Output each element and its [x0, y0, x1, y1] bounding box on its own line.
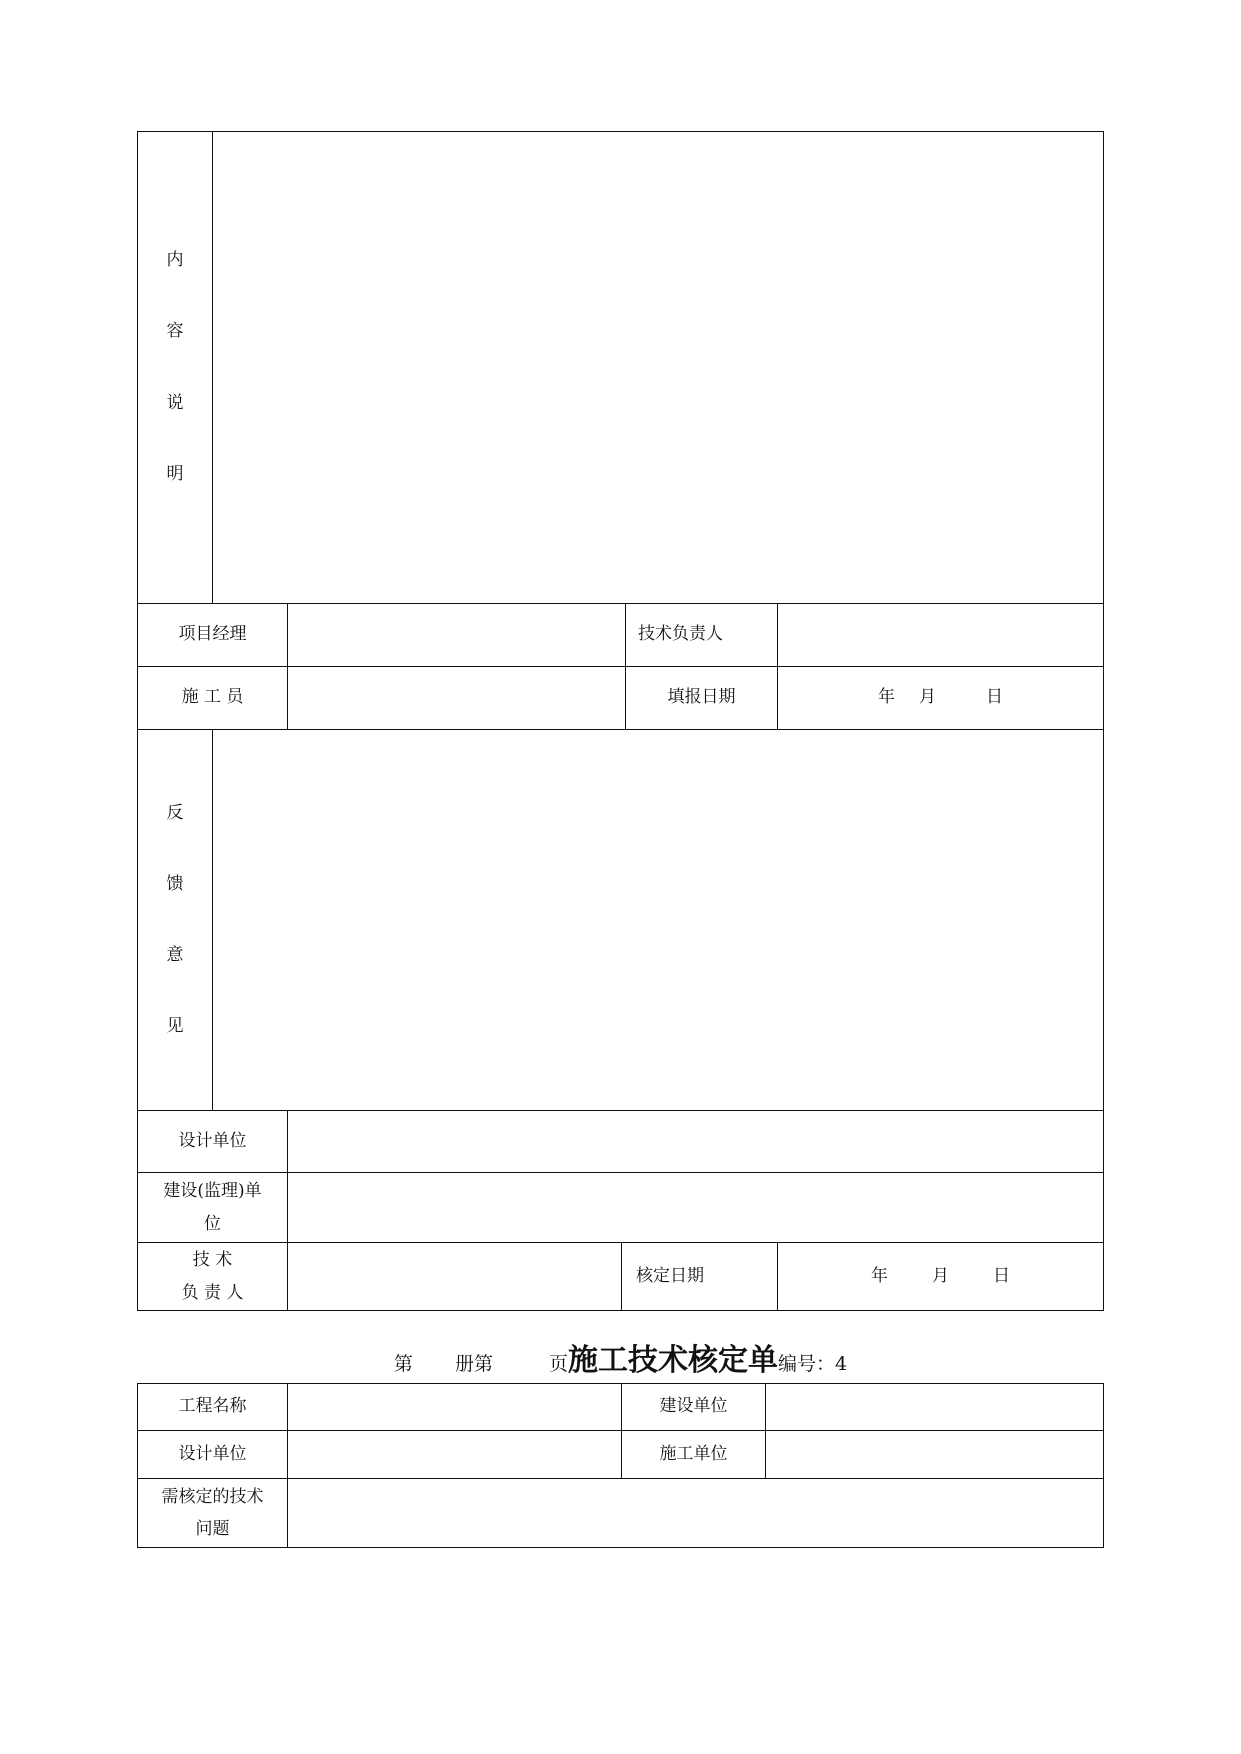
content-label-char: 内 [166, 250, 184, 271]
construct-unit-label: 施工单位 [659, 1443, 728, 1464]
tech-lead-label: 技术负责人 [638, 624, 723, 645]
technical-issue-label [138, 1479, 287, 1547]
content-label-char: 明 [166, 463, 184, 484]
fill-date-field[interactable] [778, 667, 1103, 729]
technical-lead-label [138, 1243, 287, 1310]
page-suffix: 页 [548, 1353, 568, 1375]
client-label-line2: 位 [204, 1213, 221, 1234]
issue-label-line1: 需核定的技术 [161, 1486, 264, 1507]
design-unit-field[interactable] [288, 1111, 1103, 1172]
content-description-field[interactable] [213, 132, 1103, 603]
fill-date-year: 年 [878, 687, 895, 708]
design-unit-field[interactable] [288, 1431, 621, 1478]
volume-prefix: 第 [393, 1353, 413, 1375]
client-supervision-field[interactable] [288, 1173, 1103, 1242]
form-number: 编号：4 [777, 1353, 848, 1375]
form-heading [137, 1330, 1104, 1376]
verify-date-label: 核定日期 [636, 1265, 704, 1286]
tech-lead-field[interactable] [778, 604, 1103, 666]
feedback-label-char: 反 [166, 802, 184, 823]
technical-form-table [137, 131, 1104, 1311]
volume-mid: 册第 [454, 1353, 493, 1375]
verify-date-year: 年 [871, 1265, 888, 1286]
issue-label-line2: 问题 [195, 1519, 230, 1539]
build-unit-label: 建设单位 [659, 1396, 728, 1417]
fill-date-month: 月 [919, 687, 936, 708]
feedback-field[interactable] [213, 730, 1103, 1110]
project-manager-label: 项目经理 [178, 624, 247, 645]
feedback-label-char: 馈 [166, 873, 184, 894]
tech-label-line2: 负 责 人 [181, 1282, 244, 1303]
client-label-line1: 建设(监理)单 [163, 1181, 262, 1202]
content-description-label [138, 132, 212, 603]
feedback-label [138, 730, 212, 1110]
project-manager-field[interactable] [288, 604, 625, 666]
tech-label-line1: 技 术 [192, 1250, 233, 1271]
verify-date-month: 月 [932, 1265, 949, 1286]
feedback-label-char: 见 [166, 1016, 184, 1037]
construct-unit-field[interactable] [766, 1431, 1103, 1478]
design-unit-label: 设计单位 [178, 1443, 247, 1464]
content-label-char: 说 [166, 392, 184, 413]
content-label-char: 容 [166, 321, 184, 342]
verify-date-day: 日 [993, 1265, 1010, 1286]
client-supervision-label [138, 1173, 287, 1242]
project-name-label: 工程名称 [178, 1396, 247, 1417]
construction-worker-field[interactable] [288, 667, 625, 729]
technical-lead-field[interactable] [288, 1243, 621, 1310]
verify-date-field[interactable] [778, 1243, 1103, 1310]
fill-date-day: 日 [986, 687, 1003, 708]
feedback-label-char: 意 [166, 945, 184, 965]
design-unit-label: 设计单位 [178, 1130, 247, 1151]
project-name-field[interactable] [288, 1384, 621, 1430]
construction-worker-label: 施 工 员 [181, 687, 244, 708]
technical-verification-table [137, 1383, 1104, 1548]
fill-date-label: 填报日期 [667, 687, 736, 708]
build-unit-field[interactable] [766, 1384, 1103, 1430]
form-title: 施工技术核定单 [567, 1343, 778, 1378]
technical-issue-field[interactable] [288, 1479, 1103, 1547]
